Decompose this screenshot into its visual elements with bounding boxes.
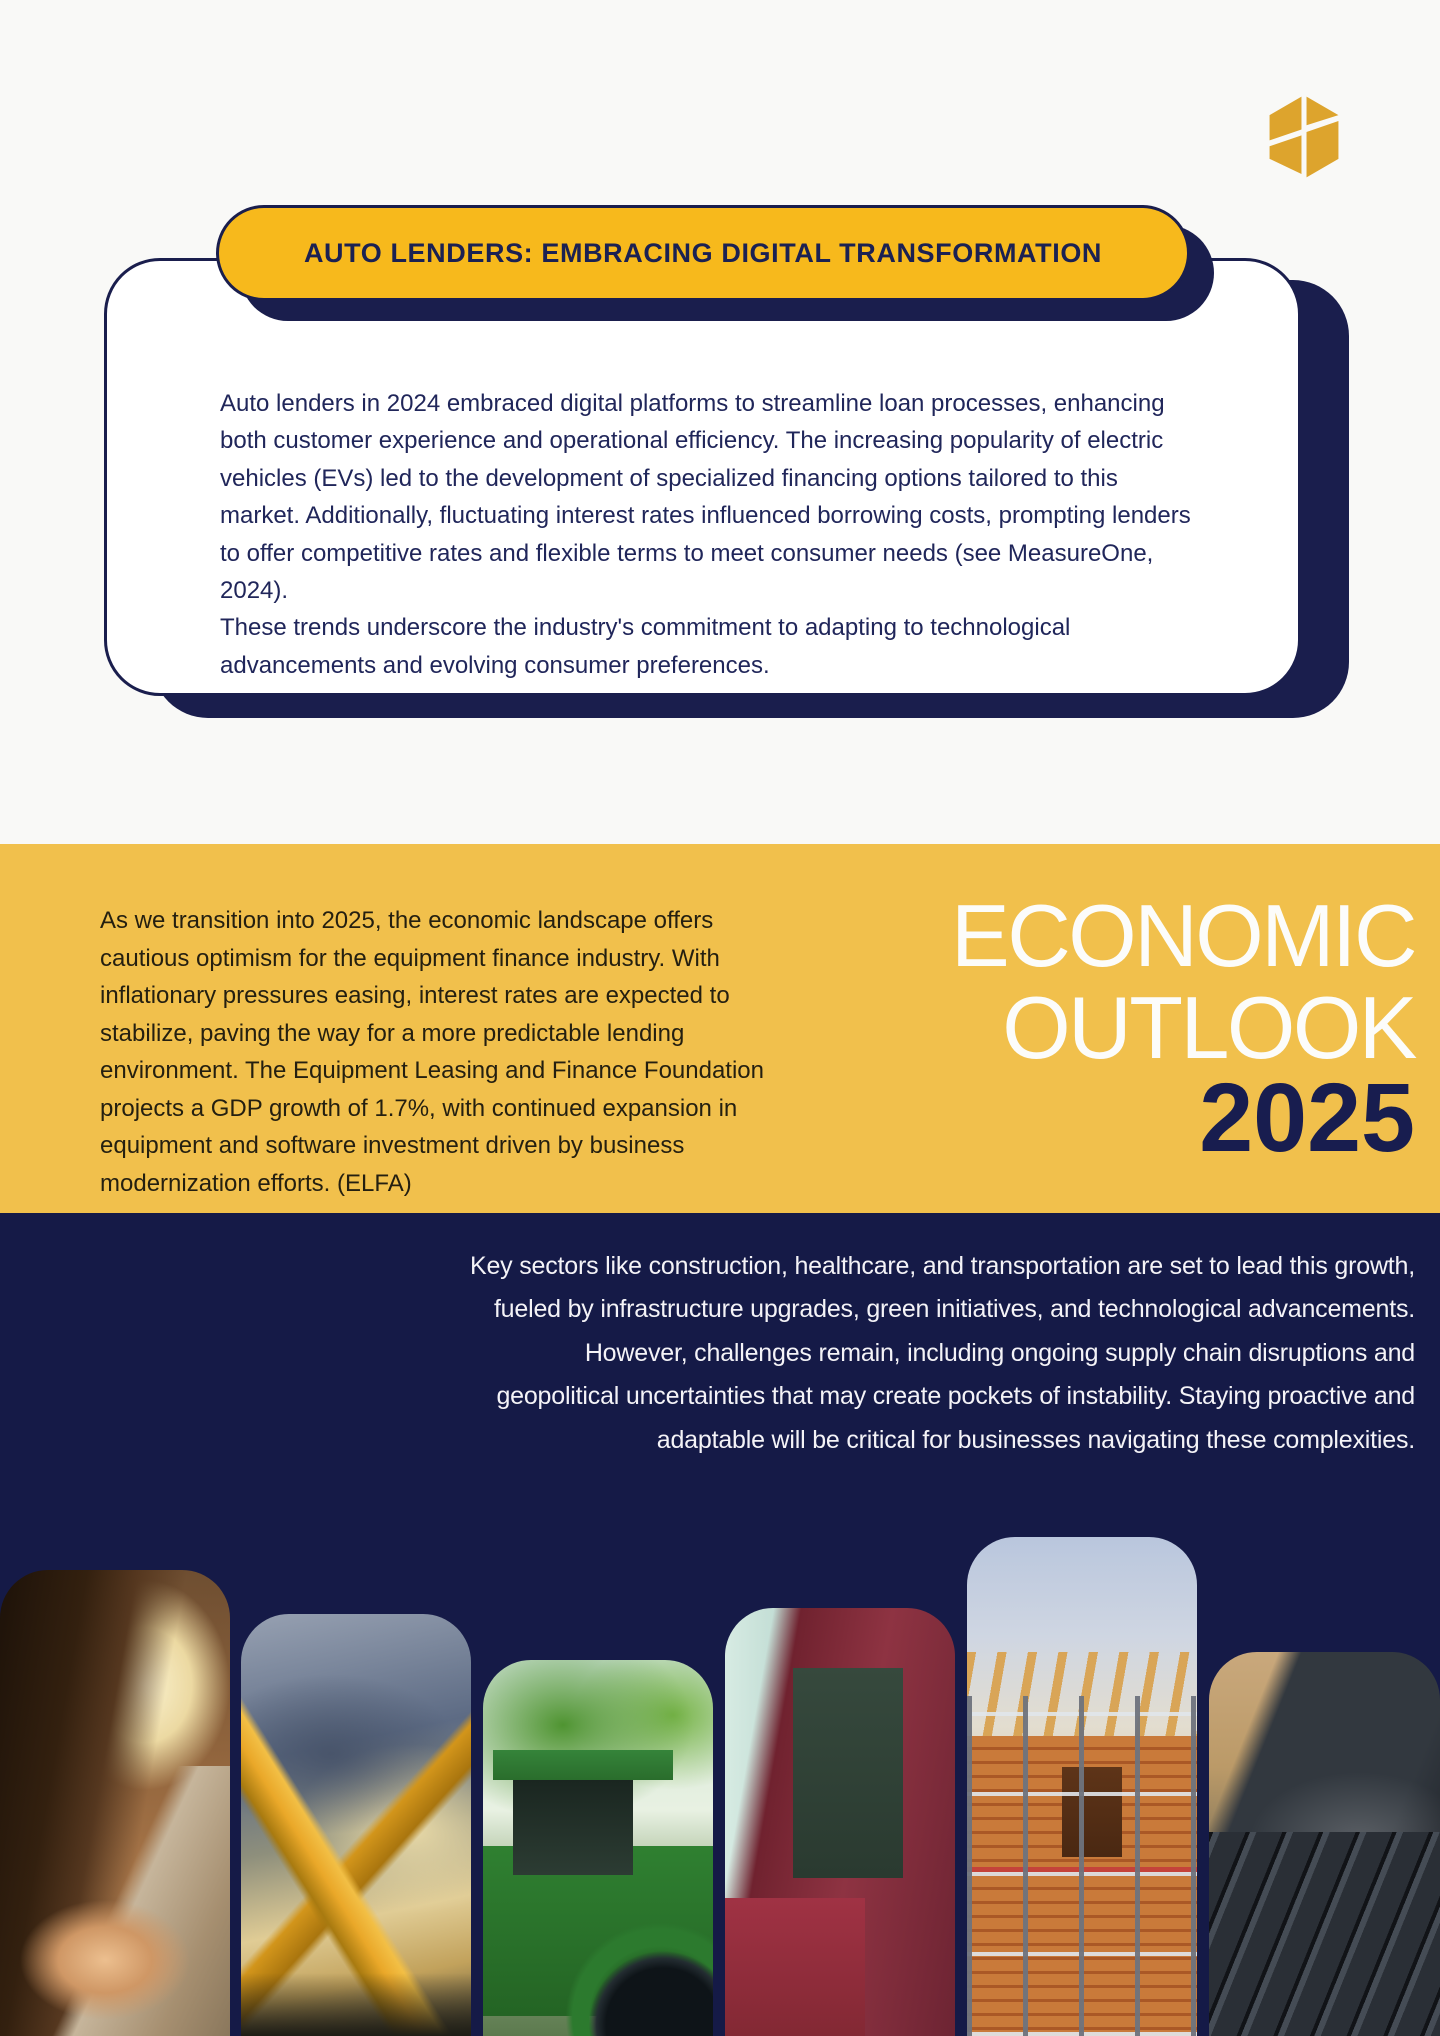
- credit-cards-photo: [1209, 1652, 1440, 2036]
- economic-outlook-band: [0, 844, 1440, 1213]
- outlook-title: [951, 886, 1415, 1172]
- card-body: [220, 385, 1200, 684]
- card-title: AUTO LENDERS: EMBRACING DIGITAL TRANSFORMATION: [303, 237, 1103, 268]
- truck-photo: [725, 1608, 955, 2036]
- key-sectors-paragraph: Key sectors like construction, healthcare, and transportation are set to lead this growth, fueled by infrastructure upgrades, green initiatives, and technological advancements. However, challenges remain, including ongoing supply chain disruptions and geopolitical uncertainties that may create pockets of instability. Staying proactive and adaptable will be critical for businesses navigating these complexities.: [469, 1252, 1415, 1454]
- gold-cube-logo-icon: [1262, 92, 1346, 182]
- card-paragraph-1: Auto lenders in 2024 embraced digital platforms to streamline loan processes, enhancing both customer experience and operational efficiency. The increasing popularity of electric vehicles (EVs) led to the development of specialized financing options tailored to this market. Additionally, fluctuating interest rates influenced borrowing costs, prompting lenders to offer competitive rates and flexible terms to meet consumer needs (see MeasureOne, 2024).: [220, 390, 1191, 605]
- outlook-title-line-1: ECONOMIC: [951, 886, 1415, 985]
- card-paragraph-2: These trends underscore the industry's commitment to adapting to technological advancements and evolving consumer preferences.: [220, 614, 1071, 679]
- construction-photo: [967, 1537, 1197, 2036]
- outlook-paragraph: As we transition into 2025, the economic landscape offers cautious optimism for the equipment finance industry. With inflationary pressures easing, interest rates are expected to stabilize, paving the way for a more predictable lending environment. The Equipment Leasing and Finance Foundation projects a GDP growth of 1.7%, with continued expansion in equipment and software investment driven by business modernization efforts. (ELFA): [100, 907, 764, 1197]
- outlook-title-line-2: OUTLOOK: [1002, 978, 1415, 1077]
- excavator-photo: [241, 1614, 471, 2036]
- tractor-photo: [483, 1660, 713, 2036]
- handshake-photo: [0, 1570, 230, 2036]
- card-title-pill: [216, 205, 1190, 301]
- outlook-year: 2025: [1199, 1063, 1415, 1172]
